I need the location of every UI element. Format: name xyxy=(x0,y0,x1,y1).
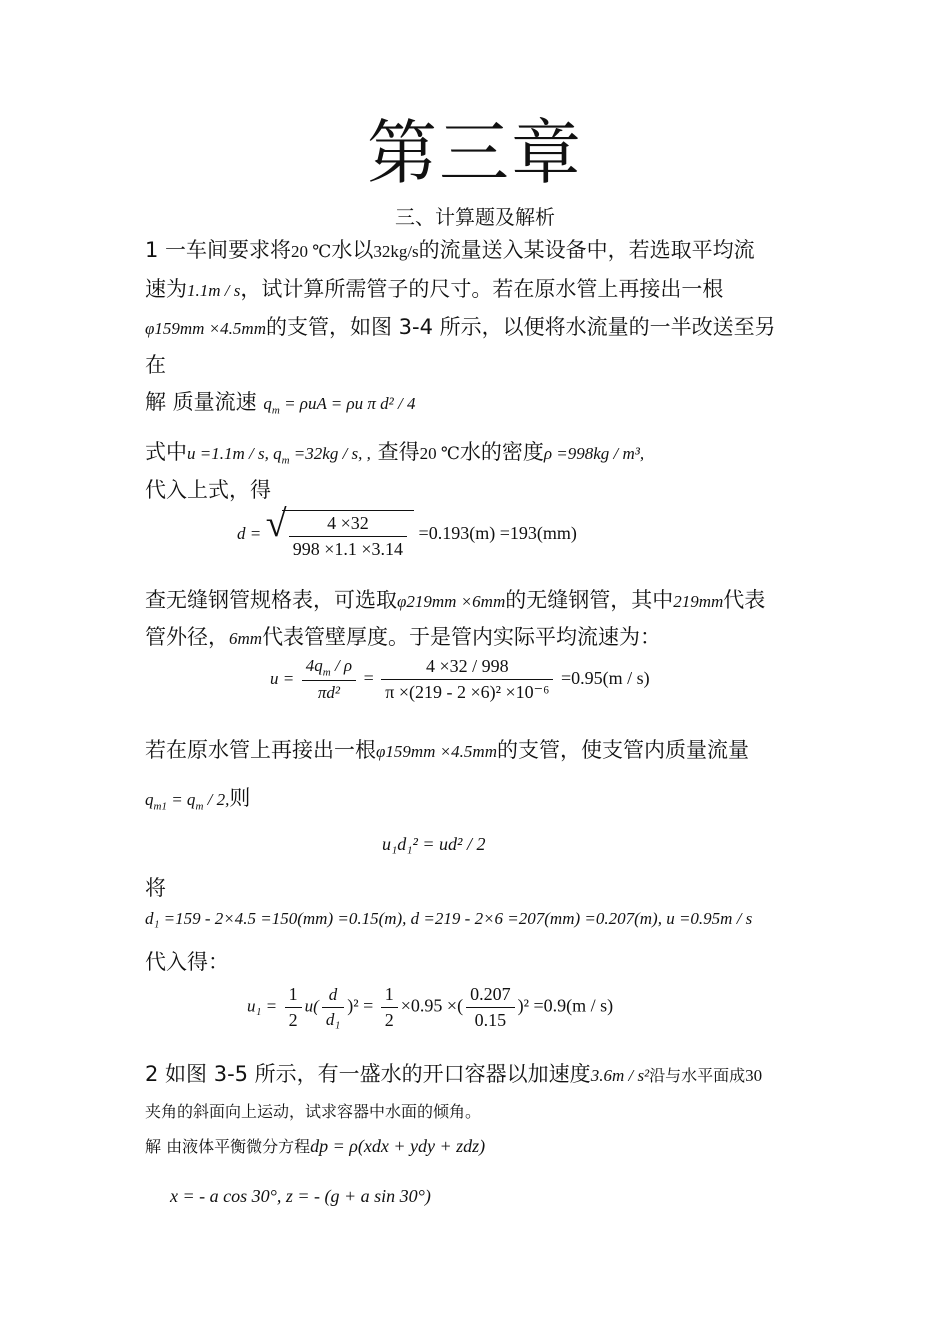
u1-equation xyxy=(247,984,613,1031)
problem-1-line-4: 在 xyxy=(145,353,166,377)
text: ×0.95 ×( xyxy=(400,995,464,1016)
text: 1 一车间要求将 xyxy=(145,238,292,262)
temperature: 20 ℃ xyxy=(291,242,332,261)
text: 管外径， xyxy=(145,625,229,649)
given-values: u =1.1m / s, $q_m =32kg / s$, , xyxy=(187,444,371,467)
pipe-line-1 xyxy=(145,584,765,614)
text: 则 xyxy=(229,786,251,810)
text: 若在原水管上再接出一根 xyxy=(145,738,376,762)
text: 代表管壁厚度。于是管内实际平均流速为： xyxy=(262,625,662,649)
equals: = xyxy=(363,667,374,688)
differential-equation: dp = ρ(xdx + ydy + zdz) xyxy=(310,1136,486,1156)
velocity: 1.1m / s xyxy=(187,281,241,300)
continuity-equation: u₁d₁² = ud² / 2 xyxy=(382,834,486,854)
lhs: d = xyxy=(237,524,262,544)
qm1-line xyxy=(145,782,250,812)
branch-line xyxy=(145,734,749,764)
value-ratio-fraction: $\frac{0.207}{0.15}$ xyxy=(466,984,515,1031)
wall-thickness: 6mm xyxy=(229,629,263,648)
fraction-1: $\frac{4q_m / \rho}{\text{πd²}}$ xyxy=(302,656,356,703)
temperature: 20 ℃ xyxy=(419,444,460,463)
text: ，试计算所需管子的尺寸。若在原水管上再接出一根 xyxy=(240,277,724,301)
text: u( xyxy=(304,996,319,1016)
half-fraction-2: $\frac{1}{2}$ xyxy=(381,984,398,1031)
lhs: u = xyxy=(270,668,295,688)
pipe-spec: φ219mm ×6mm xyxy=(397,592,506,611)
sqrt xyxy=(282,510,414,560)
mass-flow-equation: $q_m = \rho uA = \rho u$ π d² / 4 xyxy=(263,394,416,417)
acceleration: 3.6m / s² xyxy=(590,1066,650,1085)
velocity-equation xyxy=(270,656,650,703)
text: 2 如图 3-5 所示，有一盛水的开口容器以加速度 xyxy=(145,1062,591,1086)
pipe-spec: φ159mm ×4.5mm xyxy=(376,742,497,761)
text: 式中 xyxy=(145,440,187,464)
problem-2-line-1 xyxy=(145,1058,762,1088)
chapter-title: 第三章 xyxy=(367,112,583,194)
text: 查得 xyxy=(377,440,420,464)
angle: 30 xyxy=(745,1066,763,1085)
rhs: =0.193(m) =193(mm) xyxy=(418,523,577,544)
ratio-fraction: $\frac{d}{\text{d₁}}$ xyxy=(322,985,344,1030)
substitute-line: 代入上式，得 xyxy=(145,478,271,502)
values-line: d₁ =159 - 2×4.5 =150(mm) =0.15(m), d =219 - 2×6 =207(mm) =0.207(m), u =0.95m / s xyxy=(145,909,753,928)
text: 速为 xyxy=(145,277,187,301)
text: 查无缝钢管规格表，可选取 xyxy=(145,588,397,612)
text: 代表 xyxy=(723,588,766,612)
given-line xyxy=(145,436,644,466)
rhs: )² =0.9(m / s) xyxy=(517,995,614,1016)
text: 沿与水平面成 xyxy=(649,1066,746,1085)
jiang-line: 将 xyxy=(145,876,166,900)
flow-rate: 32kg/s xyxy=(373,242,419,261)
diameter-equation xyxy=(237,510,577,560)
text: )² = xyxy=(347,995,374,1016)
problem-2-solution xyxy=(145,1134,485,1157)
solution-line xyxy=(145,386,416,416)
text: 的无缝钢管，其中 xyxy=(505,588,674,612)
text: 解 质量流速 xyxy=(145,390,257,414)
half-fraction: $\frac{1}{2}$ xyxy=(285,984,302,1031)
text: 的流量送入某设备中，若选取平均流 xyxy=(418,238,755,262)
text: 水的密度 xyxy=(459,440,544,464)
rhs: =0.95(m / s) xyxy=(560,667,650,688)
problem-1-line-1 xyxy=(145,234,755,264)
text: 的支管，使支管内质量流量 xyxy=(496,738,749,762)
text: 水以 xyxy=(331,238,374,262)
problem-2-line-2: 夹角的斜面向上运动，试求容器中水面的倾角。 xyxy=(145,1102,482,1121)
components-equation: x = - a cos 30°, z = - (g + a sin 30°) xyxy=(170,1186,431,1206)
pipe-line-2 xyxy=(145,621,661,651)
substitute-line-2: 代入得： xyxy=(145,950,229,974)
pipe-spec: φ159mm ×4.5mm xyxy=(145,319,266,338)
text: 解 由液体平衡微分方程 xyxy=(145,1137,311,1156)
qm1-equation: $q_{m1} = q_m / 2$, xyxy=(145,790,230,813)
problem-1-line-2 xyxy=(145,273,723,303)
problem-1-line-3 xyxy=(145,311,776,341)
fraction: √ $\frac{4 \times 32}{998 \times 1.1 \times 3.14}$ xyxy=(289,513,407,560)
outer-diameter: 219mm xyxy=(673,592,724,611)
text: 的支管，如图 3-4 所示，以便将水流量的一半改送至另 xyxy=(265,315,776,339)
fraction-2: $\frac{4 \times 32 / 998}{\text{π ×(219 - 2 ×6)² ×10⁻⁶}}$ xyxy=(381,656,553,703)
section-subtitle: 三、计算题及解析 xyxy=(395,205,555,229)
lhs: u₁ = xyxy=(247,996,278,1016)
density: ρ =998kg / m³, xyxy=(543,444,645,463)
